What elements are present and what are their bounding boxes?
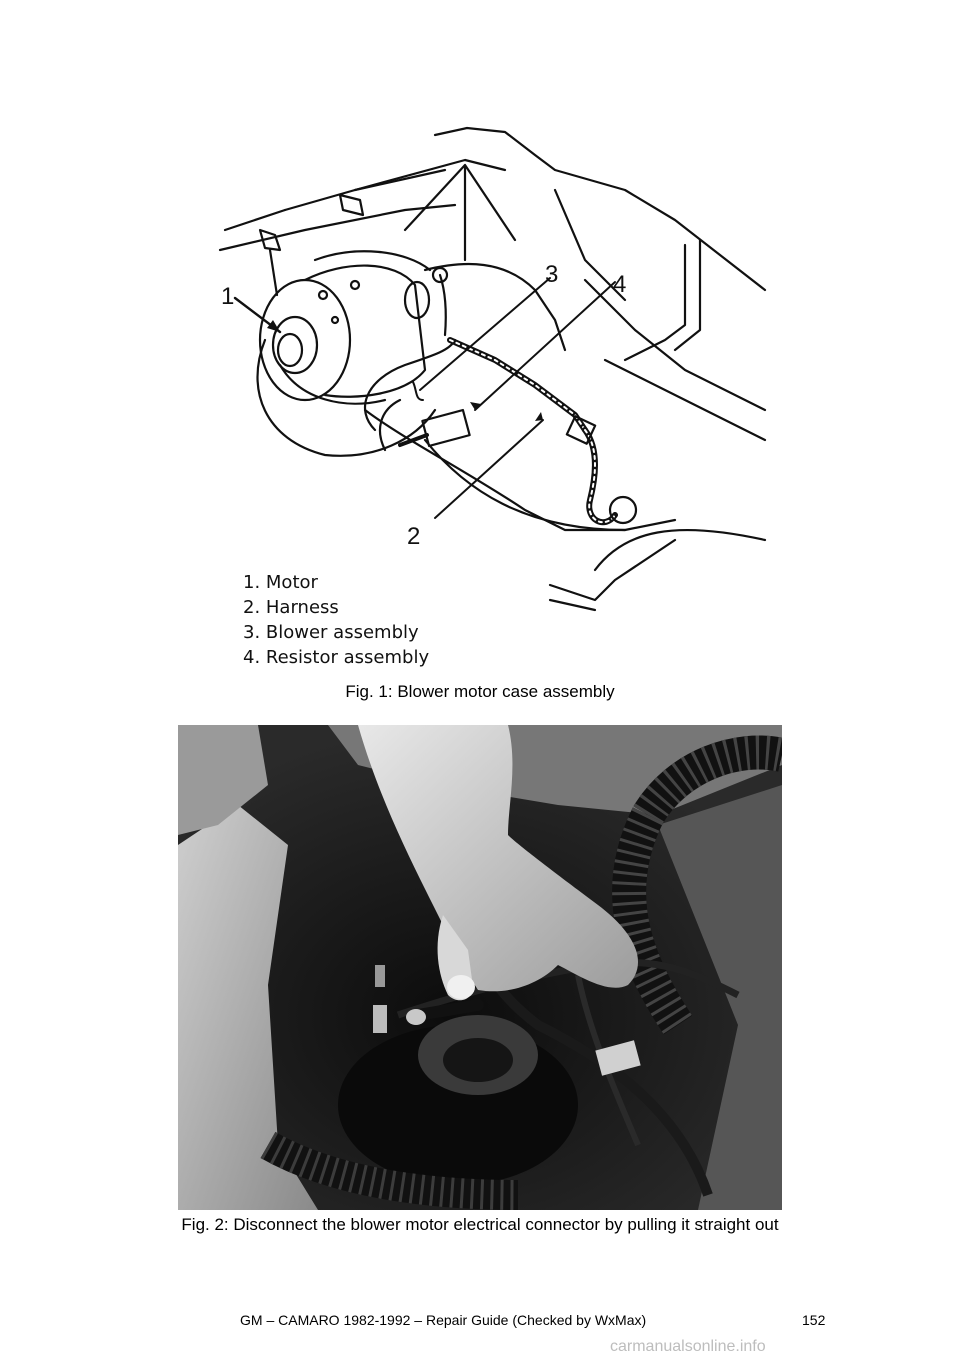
callout-1: 1 <box>221 283 235 310</box>
figure-2-caption: Fig. 2: Disconnect the blower motor electrical connector by pulling it straight out <box>181 1215 779 1234</box>
figure-2-photo <box>178 725 782 1210</box>
legend-item-motor: 1. Motor <box>243 572 318 593</box>
watermark-text: carmanualsonline.info <box>610 1338 766 1355</box>
legend-item-harness: 2. Harness <box>243 597 339 618</box>
page-number: 152 <box>802 1312 826 1328</box>
footer-title: GM – CAMARO 1982-1992 – Repair Guide (Checked by WxMax) <box>240 1312 647 1328</box>
callout-3: 3 <box>545 261 559 288</box>
blower-connector-photo <box>178 725 782 1210</box>
legend-item-resistor-assembly: 4. Resistor assembly <box>243 647 430 668</box>
figure-1-caption: Fig. 1: Blower motor case assembly <box>345 682 615 701</box>
figure-1-legend <box>243 570 429 670</box>
callout-4: 4 <box>613 271 627 298</box>
legend-item-blower-assembly: 3. Blower assembly <box>243 622 419 643</box>
callout-2: 2 <box>407 523 421 550</box>
